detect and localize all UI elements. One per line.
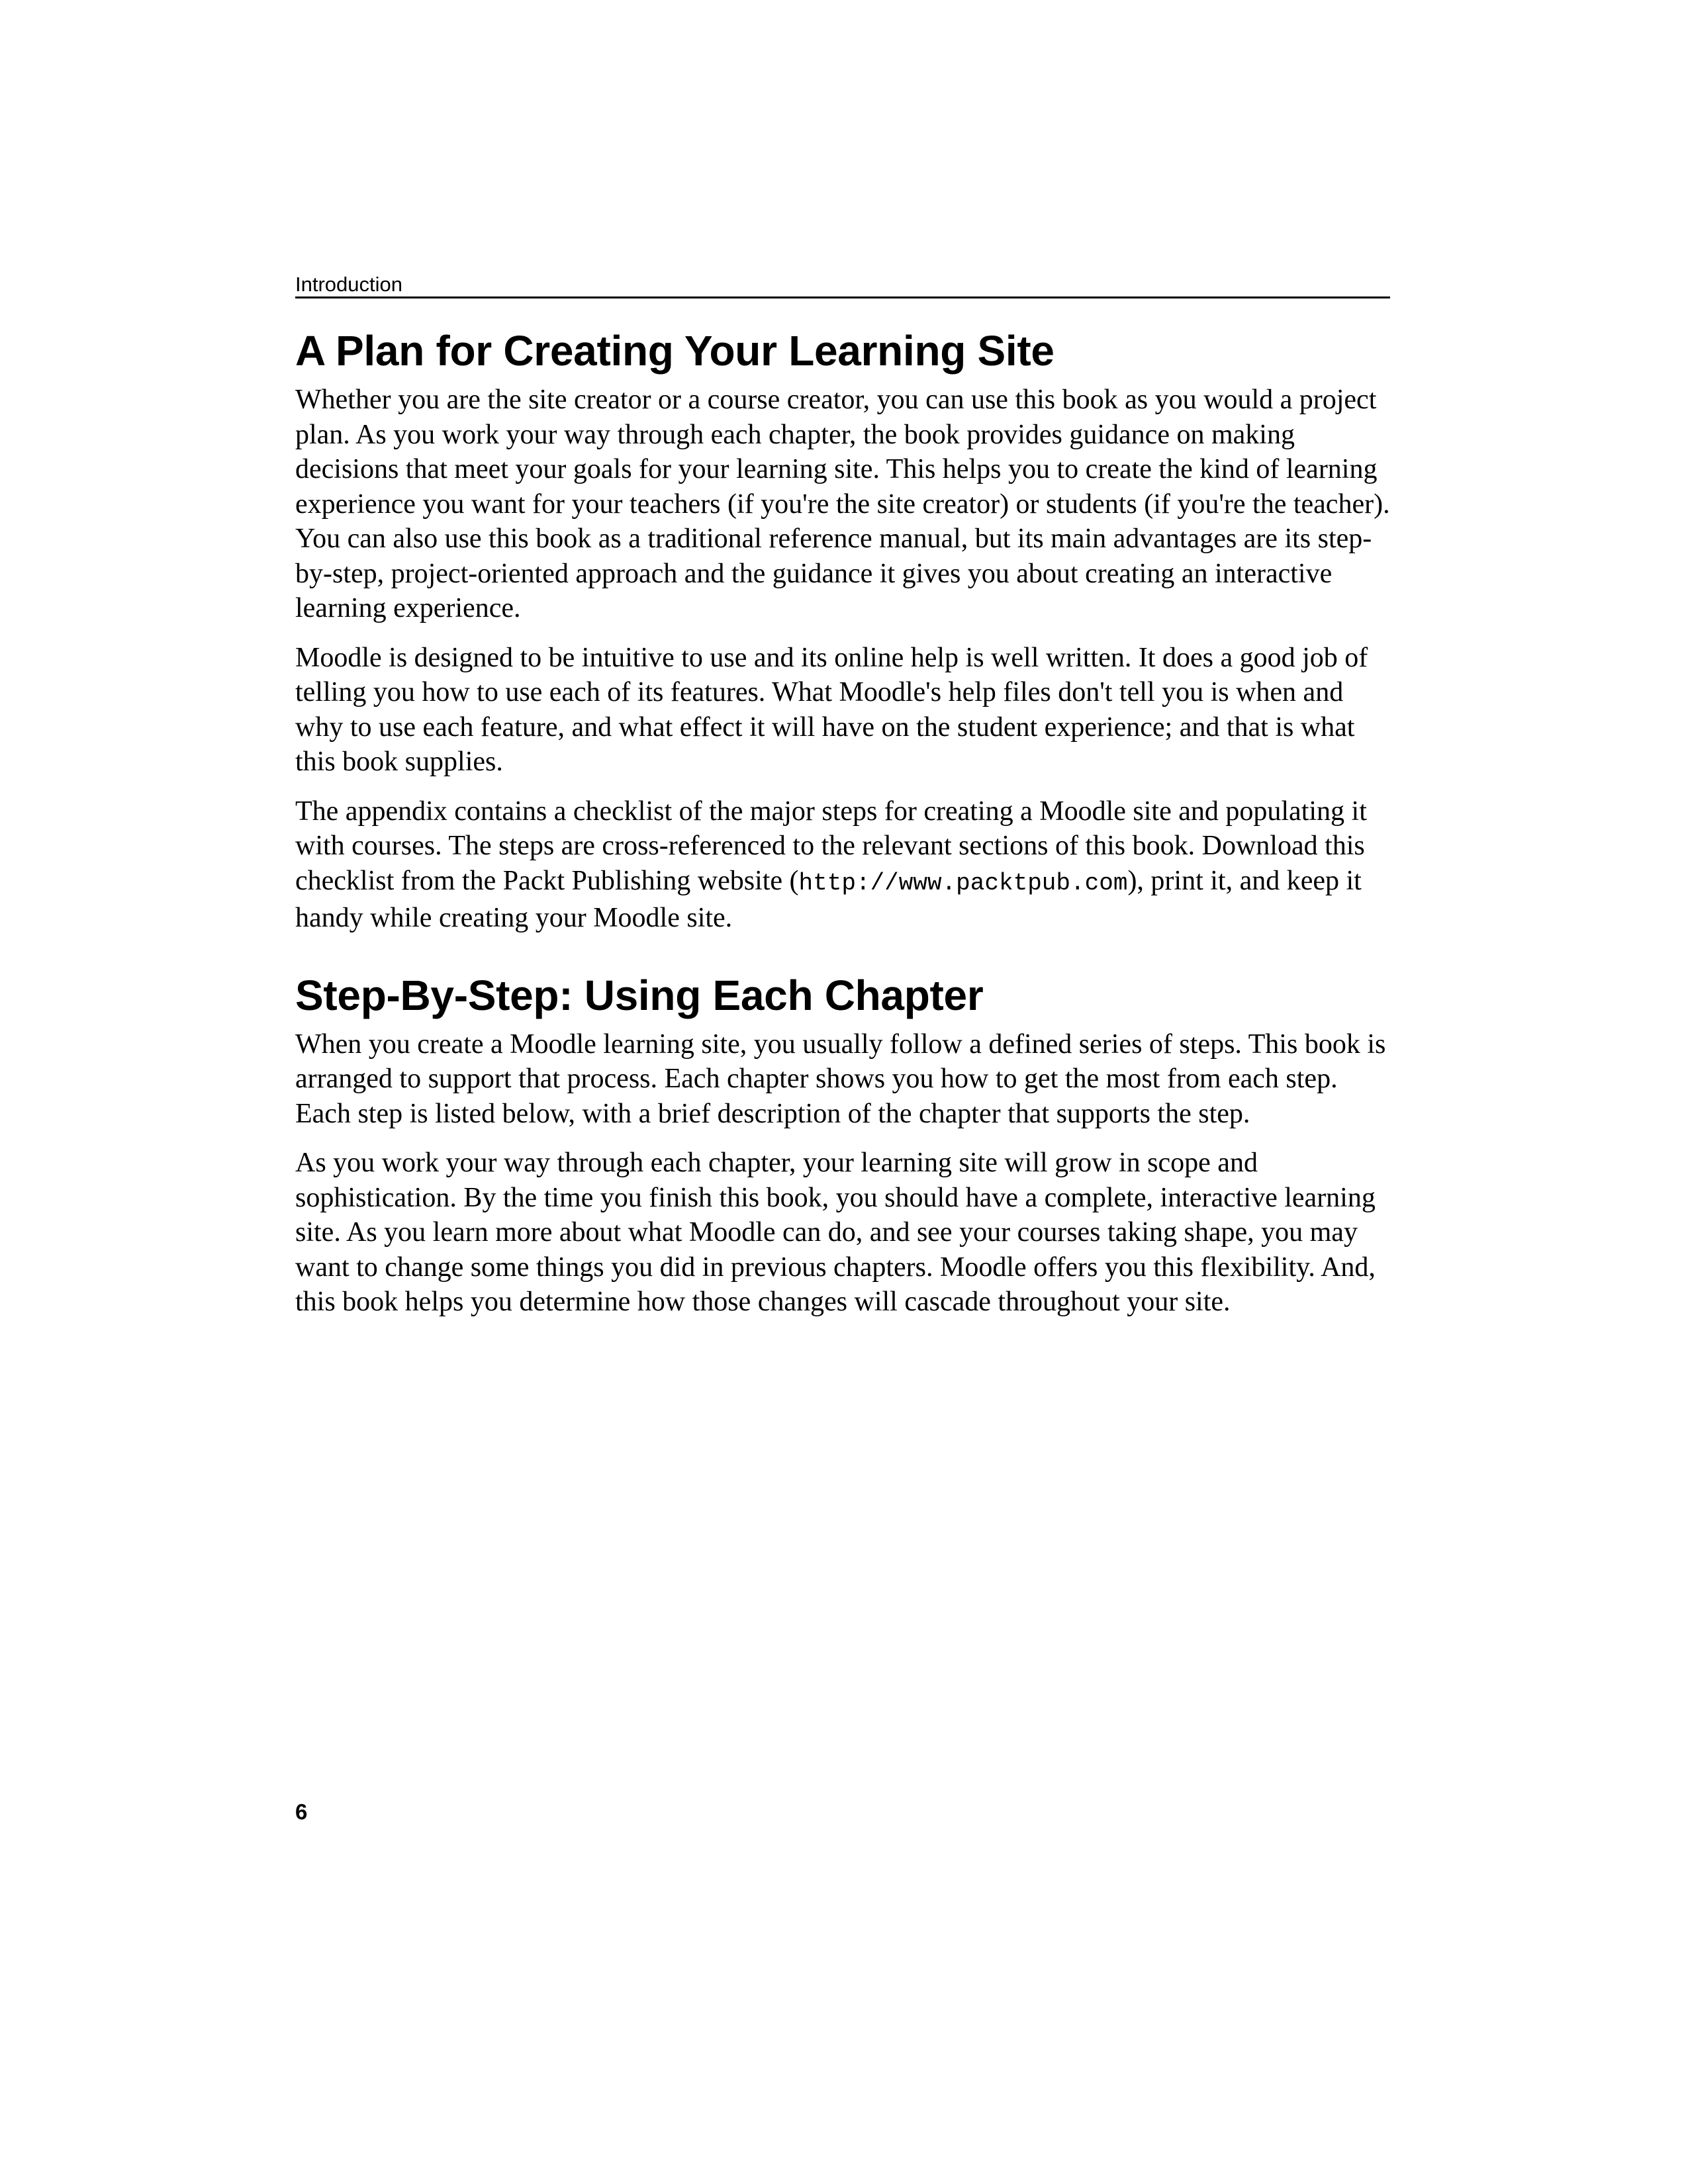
- paragraph-steps-2: As you work your way through each chapter, your learning site will grow in scope and sophistication. By the time you finish this book, you should have a complete, interactive learning site. As you learn more about what Moodle can do, and see your courses taking shape, you may want to change some things you did in previous chapters. Moodle offers you this flexibility. And, this book helps you determine how those changes will cascade throughout your site.: [295, 1148, 1376, 1317]
- appendix-text-end: ), print it, and keep it handy while creating your Moodle site.: [295, 865, 1362, 933]
- paragraph-plan-1: Whether you are the site creator or a course creator, you can use this book as you would a project plan. As you work your way through each chapter, the book provides guidance on making decisions that meet your goals for your learning site. This helps you to create the kind of learning experience you want for your teachers (if you're the site creator) or students (if you're the teacher). You can also use this book as a traditional reference manual, but its main advantages are its step-by-step, project-oriented approach and the guidance it gives you about creating an interactive learning experience.: [295, 385, 1390, 623]
- paragraph-steps-1: When you create a Moodle learning site, you usually follow a defined series of steps. This book is arranged to support that process. Each chapter shows you how to get the most from each step. Each step is listed below, with a brief description of the chapter that supports the step.: [295, 1028, 1386, 1129]
- header-rule: [295, 296, 1390, 298]
- section-title-step-by-step: Step-By-Step: Using Each Chapter: [295, 971, 984, 1019]
- page-number: 6: [295, 1799, 308, 1824]
- paragraph-plan-2: Moodle is designed to be intuitive to use and its online help is well written. It does a good job of telling you how to use each of its features. What Moodle's help files don't tell you is when and why to use each feature, and what effect it will have on the student experience; and that is what this book supplies.: [295, 642, 1368, 777]
- paragraph-appendix: [295, 794, 1390, 936]
- appendix-text-start: The appendix contains a checklist of the major steps for creating a Moodle site and populating it with courses. The steps are cross-referenced to the relevant sections of this book. Download this checklist from the Packt Publishing website (: [295, 796, 1367, 896]
- page-content: [295, 318, 1390, 1334]
- packt-url-link[interactable]: http://www.packtpub.com: [798, 869, 1128, 897]
- running-header: Introduction: [295, 273, 402, 296]
- section-title-plan: A Plan for Creating Your Learning Site: [295, 327, 1055, 375]
